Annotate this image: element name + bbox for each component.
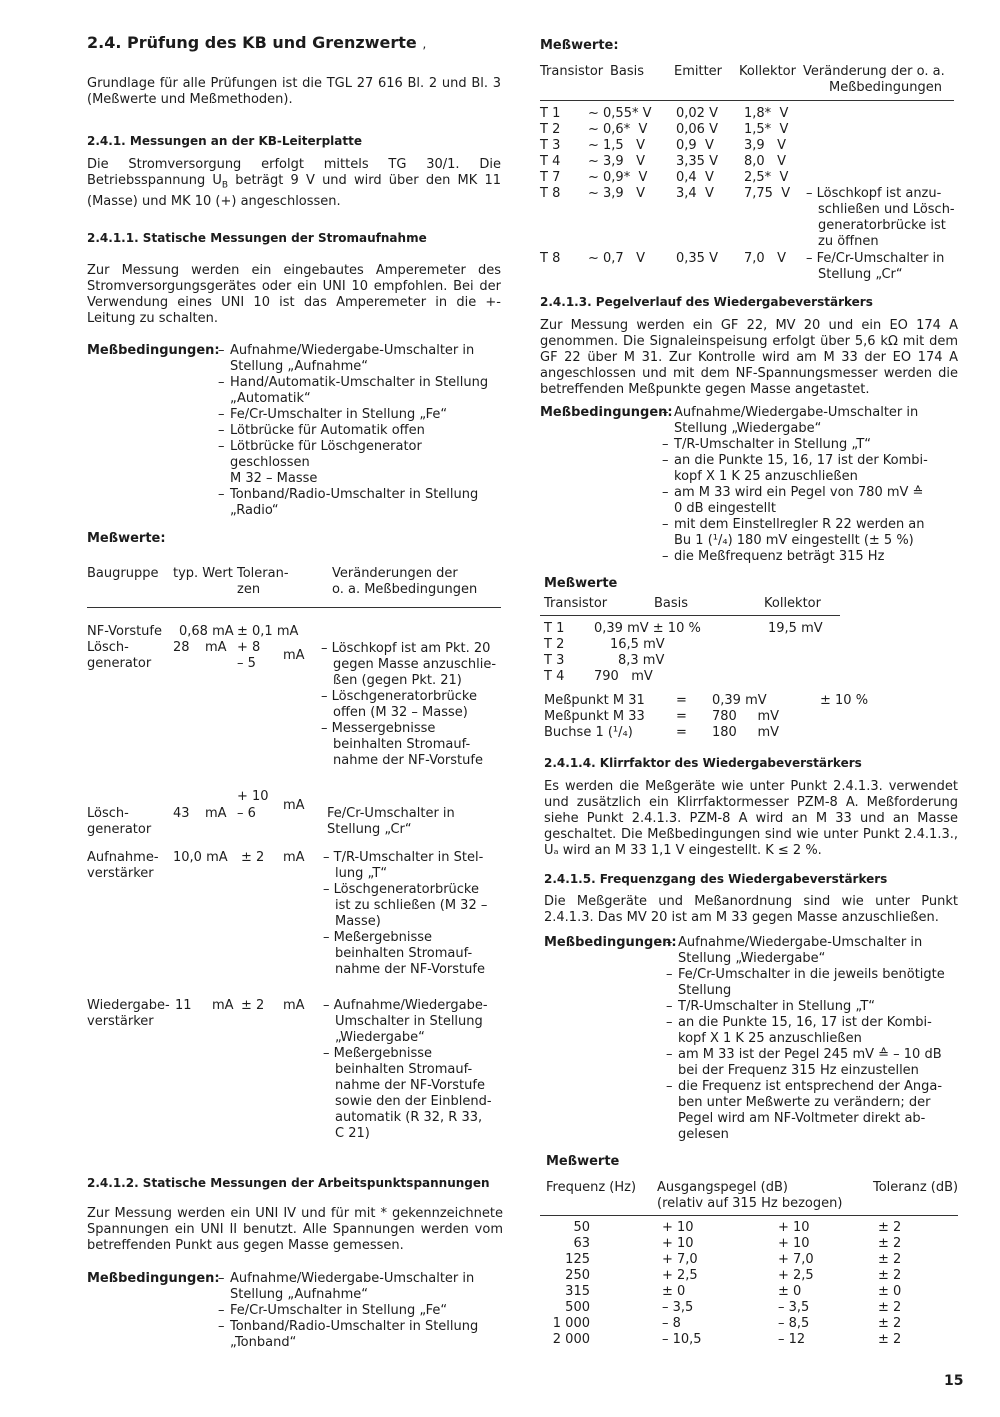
mw-label: Meßwerte:: [87, 531, 166, 546]
th: Ausgangspegel (dB): [657, 1180, 788, 1195]
note: – Messergebnisse: [321, 721, 436, 736]
section-heading: 2.4. Prüfung des KB und Grenzwerte ‚: [87, 33, 427, 52]
table-row: T 8 ~ 0,7 V 0,35 V 7,0 V: [540, 251, 786, 266]
note: C 21): [335, 1126, 370, 1141]
cell: – 6: [237, 806, 256, 821]
note: offen (M 32 – Masse): [333, 705, 468, 720]
th-toleranzen: Toleran-: [237, 566, 289, 581]
th-veraenderungen: Veränderungen der: [332, 566, 458, 581]
cell: verstärker: [87, 866, 154, 881]
th-baugruppe: Baugruppe: [87, 566, 159, 581]
table-row: T 1 0,39 mV ± 10 % 19,5 mV: [544, 621, 823, 636]
note: Fe/Cr-Umschalter in: [327, 806, 455, 821]
s2412-text: Zur Messung werden ein UNI IV und für mit * gekennzeichnete Spannungen ein UNI II benutzt. Alle Spannungen werden vom betreffenden Punkt aus gegen Masse gemessen.: [87, 1206, 503, 1253]
cell: mA: [283, 648, 305, 663]
table-row: 50 + 10 + 10 ± 2: [573, 1220, 902, 1235]
table-row: 500 – 3,5 – 3,5 ± 2: [565, 1300, 902, 1315]
th: Meßbedingungen: [829, 80, 942, 95]
s2415-text: Die Meßgeräte und Meßanordnung sind wie unter Punkt 2.4.1.3. Das MV 20 ist am M 33 gegen Masse anzuschließen.: [544, 894, 958, 925]
note: – Löschgeneratorbrücke: [321, 689, 477, 704]
mw2-label: Meßwerte: [544, 576, 618, 591]
cell: generator: [87, 656, 152, 671]
table-row: 250 + 2,5 + 2,5 ± 2: [565, 1268, 902, 1283]
note: – T/R-Umschalter in Stel-: [323, 850, 484, 865]
s2412-title: 2.4.1.2. Statische Messungen der Arbeitspunktspannungen: [87, 1176, 490, 1190]
cond-label: Meßbedingungen:: [87, 343, 220, 358]
table-row: 63 + 10 + 10 ± 2: [573, 1236, 902, 1251]
cond-item: Stellung „Aufnahme“: [230, 1287, 368, 1302]
table-row: 125 + 7,0 + 7,0 ± 2: [565, 1252, 902, 1267]
note: sowie den der Einblend-: [335, 1094, 492, 1109]
s2411-title: 2.4.1.1. Statische Messungen der Stromaufnahme: [87, 231, 427, 245]
th: Veränderung der o. a.: [803, 64, 945, 79]
note: – Aufnahme/Wiedergabe-: [323, 998, 488, 1013]
table-row: T 4 790 mV: [544, 669, 653, 684]
frequency-rows: [540, 1220, 960, 1348]
th: Frequenz (Hz): [546, 1180, 637, 1195]
th: Kollektor: [739, 64, 796, 79]
note: nahme der NF-Vorstufe: [333, 753, 483, 768]
cell: mA: [283, 998, 305, 1013]
conditions-4: Meßbedingungen: – Aufnahme/Wiedergabe-Umschalter in Stellung „Wiedergabe“ – Fe/Cr-Umschalter in die jeweils benötigte Stellung – T/R-Umschalter in Stellung „T“ – an die Punkte 15, 16, 17 ist der Kombi- kopf X 1 K 25 anzuschließen – am M 33 ist der Pegel 245 mV ≙ – 10 dB bei der Frequenz 315 Hz einzustellen – die Frequenz ist entsprechend der Anga- ben unter Meßwerte zu verändern; der Pegel wird am NF-Voltmeter direkt ab- gelesen: [544, 935, 958, 1143]
th: Toleranz (dB): [873, 1180, 959, 1195]
cell: Lösch-: [87, 806, 129, 821]
table-row: T 4 ~ 3,9 V 3,35 V 8,0 V: [540, 154, 786, 169]
th-toleranzen-2: zen: [237, 582, 261, 597]
table-row: T 2 ~ 0,6* V 0,06 V 1,5* V: [540, 122, 789, 137]
cond-item: – Fe/Cr-Umschalter in Stellung „Fe“: [218, 1303, 503, 1319]
th-veraenderungen-2: o. a. Meßbedingungen: [332, 582, 478, 597]
th-typwert: typ. Wert: [173, 566, 233, 581]
messpunkt-rows: Meßpunkt M 31 = 0,39 mV ± 10 % Meßpunkt M 33 = 780 mV Buchse 1 (¹/₄) = 180 mV: [544, 693, 869, 740]
intro-text: Grundlage für alle Prüfungen ist die TGL 27 616 Bl. 2 und Bl. 3 (Meßwerte und Meßmethoden).: [87, 76, 501, 107]
cond-item: – Lötbrücke für Löschgenerator geschlossen: [218, 439, 503, 471]
mw-label: Meßwerte:: [540, 38, 619, 53]
page-number: 15: [944, 1373, 964, 1389]
note: beinhalten Stromauf-: [333, 737, 471, 752]
cell: mA: [283, 850, 305, 865]
table-row: T 1 ~ 0,55* V 0,02 V 1,8* V: [540, 106, 789, 121]
table-row: T 7 ~ 0,9* V 0,4 V 2,5* V: [540, 170, 789, 185]
cond-item: – Lötbrücke für Automatik offen: [218, 423, 503, 439]
note: ist zu schließen (M 32 –: [335, 898, 488, 913]
note: Stellung „Cr“: [327, 822, 412, 837]
note: beinhalten Stromauf-: [335, 1062, 473, 1077]
cond-label: Meßbedingungen:: [87, 1271, 220, 1286]
cell: 43: [173, 806, 190, 821]
t8b-notes: – Fe/Cr-Umschalter in Stellung „Cr“: [806, 251, 945, 282]
th: Basis: [610, 64, 645, 79]
table-rule: [87, 607, 501, 608]
notes-r3: [327, 806, 455, 838]
note: nahme der NF-Vorstufe: [335, 962, 485, 977]
th: Emitter: [674, 64, 723, 79]
cond-label: Meßbedingungen:: [544, 935, 677, 950]
cond-item: Stellung „Aufnahme“: [230, 359, 368, 374]
table-rule: [540, 615, 840, 616]
cell: verstärker: [87, 1014, 154, 1029]
t8-notes: – Löschkopf ist anzu- schließen und Lösch- generatorbrücke ist zu öffnen: [806, 186, 955, 249]
cell: ± 0,1 mA: [237, 624, 299, 639]
cell: NF-Vorstufe: [87, 624, 162, 639]
transistor-rows: [540, 106, 790, 202]
cond-label: Meßbedingungen:: [540, 405, 673, 420]
cell: 10,0 mA: [173, 850, 228, 865]
table-row: T 3 8,3 mV: [544, 653, 665, 668]
cond-item: M 32 – Masse: [230, 471, 318, 486]
th: Transistor: [540, 64, 604, 79]
table-row: 1 000 – 8 – 8,5 ± 2: [552, 1316, 902, 1331]
note: – Löschkopf ist am Pkt. 20: [321, 641, 491, 656]
cell: ± 2: [241, 850, 265, 865]
th: (relativ auf 315 Hz bezogen): [657, 1196, 843, 1211]
note: gegen Masse anzuschlie-: [333, 657, 497, 672]
notes-r5: [323, 998, 492, 1142]
note: – Löschgeneratorbrücke: [323, 882, 479, 897]
th: Transistor: [544, 596, 608, 611]
table-row: 315 ± 0 ± 0 ± 0: [565, 1284, 902, 1299]
note: nahme der NF-Vorstufe: [335, 1078, 485, 1093]
cell: 11: [175, 998, 192, 1013]
th: Basis: [654, 596, 689, 611]
cond-item: – Aufnahme/Wiedergabe-Umschalter in: [218, 1271, 503, 1287]
note: ßen (gegen Pkt. 21): [333, 673, 462, 688]
cell: Lösch-: [87, 640, 129, 655]
cell: mA: [283, 798, 305, 813]
cell: generator: [87, 822, 152, 837]
cell: mA: [205, 806, 227, 821]
cell: Wiedergabe-: [87, 998, 170, 1013]
cell: mA: [205, 640, 227, 655]
note: beinhalten Stromauf-: [335, 946, 473, 961]
note: automatik (R 32, R 33,: [335, 1110, 483, 1125]
s2414-title: 2.4.1.4. Klirrfaktor des Wiedergabeverstärkers: [544, 756, 862, 770]
table-row: T 8 ~ 3,9 V 3,4 V 7,75 V: [540, 186, 791, 201]
cell: Aufnahme-: [87, 850, 159, 865]
table-row: 2 000 – 10,5 – 12 ± 2: [552, 1332, 902, 1347]
cond-item: – Aufnahme/Wiedergabe-Umschalter in: [218, 343, 503, 359]
note: Umschalter in Stellung: [335, 1014, 483, 1029]
table-rule: [540, 1215, 958, 1216]
mw3-label: Meßwerte: [546, 1154, 620, 1169]
cell: 28: [173, 640, 190, 655]
s2415-title: 2.4.1.5. Frequenzgang des Wiedergabeverstärkers: [544, 872, 888, 886]
notes-r4: [323, 850, 487, 978]
cell: mA: [212, 998, 234, 1013]
s241-text: Die Stromversorgung erfolgt mittels TG 30/1. Die Betriebsspannung $U_B$ beträgt 9 V und wird über den MK 11 (Masse) und MK 10 (+) angeschlossen.: [87, 157, 502, 209]
cell: 0,68 mA: [179, 624, 234, 639]
note: – Meßergebnisse: [323, 930, 433, 945]
notes-r2: [321, 641, 496, 769]
s241-title: 2.4.1. Messungen an der KB-Leiterplatte: [87, 134, 362, 148]
s2413-text: Zur Messung werden ein GF 22, MV 20 und ein EO 174 A genommen. Die Signaleinspeisung erfolgt über 5,6 kΩ mit dem GF 22 über M 31. Zur Kontrolle wird am M 33 der EO 174 A angeschlossen und mit dem NF-Spannungsmesser werden die betreffenden Meßpunkte gegen Masse angetastet.: [540, 318, 958, 397]
cond-item: – Fe/Cr-Umschalter in Stellung „Fe“: [218, 407, 503, 423]
th: Kollektor: [764, 596, 821, 611]
s2411-text: Zur Messung werden ein eingebautes Amperemeter des Stromversorgungsgerätes oder ein UNI 10 empfohlen. Bei der Verwendung eines UNI 10 ist das Amperemeter in die +-Leitung zu schalten.: [87, 263, 501, 326]
table-rule: [540, 100, 954, 101]
cond-item: – Hand/Automatik-Umschalter in Stellung: [218, 375, 503, 391]
cell: + 8: [237, 640, 261, 655]
pegel-rows: [544, 621, 823, 685]
cell: ± 2: [241, 998, 265, 1013]
note: – Meßergebnisse: [323, 1046, 433, 1061]
cond-item: – Tonband/Radio-Umschalter in Stellung: [218, 487, 503, 503]
conditions-2: [87, 1271, 503, 1351]
table-row: T 2 16,5 mV: [544, 637, 665, 652]
cell: + 10: [237, 789, 269, 804]
conditions-1: [87, 343, 503, 519]
s2414-text: Es werden die Meßgeräte wie unter Punkt 2.4.1.3. verwendet und zusätzlich ein Klirrfaktormesser PZM-8 A. Meßforderung siehe Punkt 2.4.1.3. PZM-8 A wird an M 33 und an Masse geschaltet. Die Meßbedingungen sind wie unter Punkt 2.4.1.3., Uₐ wird an M 33 1,1 V eingestellt. K ≤ 2 %.: [544, 779, 958, 858]
s2413-title: 2.4.1.3. Pegelverlauf des Wiedergabeverstärkers: [540, 295, 873, 309]
table-row: T 3 ~ 1,5 V 0,9 V 3,9 V: [540, 138, 786, 153]
cond-item: „Automatik“: [230, 391, 311, 406]
note: Masse): [335, 914, 381, 929]
note: „Wiedergabe“: [335, 1030, 425, 1045]
cell: – 5: [237, 656, 256, 671]
conditions-3: Meßbedingungen: – Aufnahme/Wiedergabe-Umschalter in Stellung „Wiedergabe“ – T/R-Umschalter in Stellung „T“ – an die Punkte 15, 16, 17 ist der Kombi- kopf X 1 K 25 anzuschließen – am M 33 wird ein Pegel von 780 mV ≙ 0 dB eingestellt – mit dem Einstellregler R 22 werden an Bu 1 (¹/₄) 180 mV eingestellt (± 5 %) – die Meßfrequenz beträgt 315 Hz: [540, 405, 958, 565]
cond-item: – Tonband/Radio-Umschalter in Stellung: [218, 1319, 503, 1335]
cond-item: „Tonband“: [230, 1335, 297, 1350]
note: lung „T“: [335, 866, 388, 881]
cond-item: „Radio“: [230, 503, 279, 518]
